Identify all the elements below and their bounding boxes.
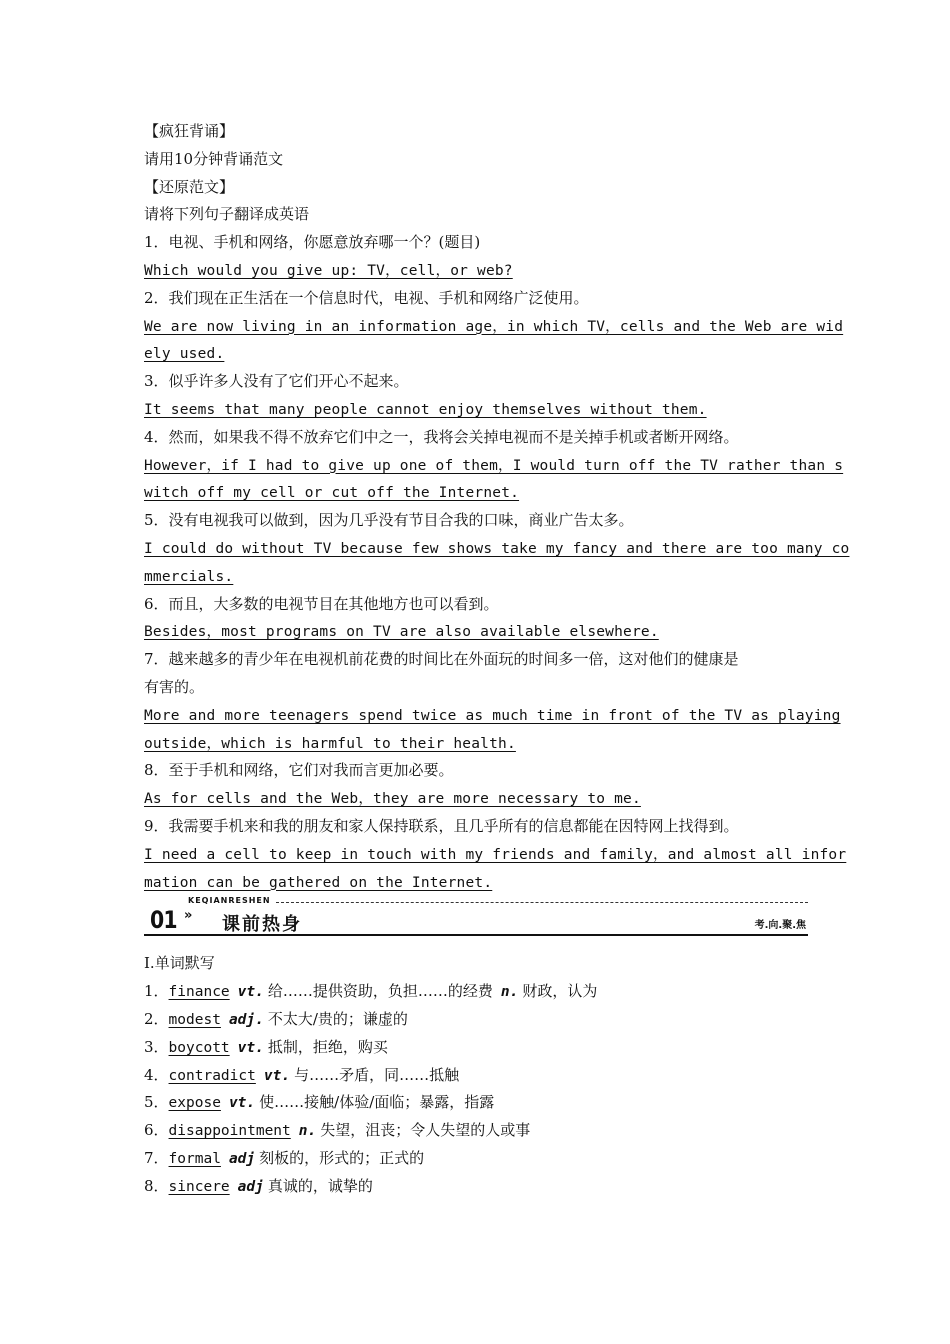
vocab-word: formal (168, 1150, 221, 1167)
banner-dashed-line (276, 902, 808, 903)
section-pinyin: KEQIANRESHEN (188, 896, 271, 906)
sentence-chinese: 2．我们现在正生活在一个信息时代，电视、手机和网络广泛使用。 (144, 288, 589, 307)
memorize-title: 【疯狂背诵】 (144, 122, 235, 140)
english-line (144, 841, 847, 869)
section-number: 01 (150, 906, 177, 935)
sentence-chinese: 3．似乎许多人没有了它们开心不起来。 (144, 372, 409, 391)
vocab-number: 2． (144, 1009, 169, 1028)
vocab-meaning: 使……接触/体验/面临；暴露，指露 (259, 1093, 495, 1112)
english-line (144, 396, 808, 424)
vocab-pos: vt. (237, 1039, 264, 1056)
english-line (144, 257, 808, 285)
vocab-item (144, 1006, 808, 1034)
english-line (144, 869, 808, 897)
sentence-english: However，if I had to give up one of them，I would turn off the TV rather than s (144, 457, 844, 474)
sentence-english: mmercials. (144, 568, 234, 585)
vocab-item (144, 1062, 808, 1090)
vocab-number: 5． (144, 1093, 169, 1112)
english-line (144, 452, 844, 480)
vocab-pos: adj (228, 1150, 256, 1167)
sentence-chinese: 1．电视、手机和网络，你愿意放弃哪一个？(题目) (144, 233, 481, 252)
sentence-english: As for cells and the Web，they are more necessary to me. (144, 791, 641, 808)
english-line (144, 702, 841, 730)
vocab-word: boycott (168, 1039, 230, 1056)
english-line (144, 618, 808, 646)
vocab-pos: n. (298, 1123, 317, 1140)
memorize-instruction: 请用10分钟背诵范文 (144, 149, 284, 168)
vocab-item (144, 1145, 808, 1173)
vocab-meaning: 抵制，拒绝，购买 (267, 1037, 388, 1056)
english-line (144, 563, 808, 591)
sentence-english: It seems that many people cannot enjoy themselves without them. (144, 401, 707, 418)
vocab-item (144, 1089, 808, 1117)
english-line (144, 313, 844, 341)
sentence-english: I need a cell to keep in touch with my friends and family，and almost all infor (144, 846, 847, 863)
sentence-chinese: 6．而且，大多数的电视节目在其他地方也可以看到。 (144, 594, 499, 613)
sentence-english: Which would you give up: TV，cell，or web? (144, 262, 513, 279)
vocab-number: 3． (144, 1037, 169, 1056)
english-line (144, 479, 808, 507)
translate-instruction: 请将下列句子翻译成英语 (144, 205, 310, 224)
vocab-number: 4． (144, 1065, 169, 1084)
vocab-word: finance (168, 984, 230, 1001)
section-title: 课前热身 (222, 914, 302, 936)
vocab-pos: vt. (237, 984, 264, 1001)
sentence-chinese: 8．至于手机和网络，它们对我而言更加必要。 (144, 761, 454, 780)
restore-title: 【还原范文】 (144, 177, 235, 196)
sentence-english: More and more teenagers spend twice as much time in front of the TV as playing (144, 707, 841, 724)
vocab-meaning: 与……矛盾，同……抵触 (294, 1065, 460, 1084)
vocab-word: contradict (168, 1067, 256, 1084)
vocab-meaning: 失望，沮丧；令人失望的人或事 (320, 1121, 531, 1140)
vocab-list (144, 978, 808, 1200)
sentence-english: I could do without TV because few shows take my fancy and there are too many co (144, 540, 850, 557)
sentence-english: ely used. (144, 346, 225, 363)
vocab-word: expose (168, 1095, 221, 1112)
english-line (144, 730, 808, 758)
vocab-pos: vt. (228, 1095, 256, 1112)
vocab-item (144, 978, 808, 1006)
vocab-number: 8． (144, 1176, 169, 1195)
double-arrow-icon: » (184, 908, 193, 924)
vocab-number: 7． (144, 1148, 169, 1167)
sentence-chinese: 7．越来越多的青少年在电视机前花费的时间比在外面玩的时间多一倍，这对他们的健康是 (144, 650, 739, 669)
vocab-item (144, 1173, 808, 1201)
vocab-meaning: 真诚的，诚挚的 (267, 1176, 373, 1195)
vocab-pos: adj (237, 1178, 264, 1195)
vocab-item (144, 1034, 808, 1062)
vocab-pos: vt. (263, 1067, 291, 1084)
vocab-item (144, 1117, 808, 1145)
sentence-list (144, 229, 850, 896)
vocab-pos: adj. (228, 1011, 264, 1028)
english-line (144, 535, 850, 563)
vocab-pos-2: n. (500, 984, 519, 1001)
english-line (144, 785, 808, 813)
banner-rule (144, 934, 808, 936)
section-banner (144, 896, 808, 942)
section-tag: 考.向.聚.焦 (754, 920, 806, 932)
sentence-chinese: 9．我需要手机来和我的朋友和家人保持联系，且几乎所有的信息都能在因特网上找得到。 (144, 816, 739, 835)
english-line (144, 340, 808, 368)
vocab-number: 1． (144, 982, 169, 1001)
sentence-english: outside，which is harmful to their health. (144, 735, 516, 752)
sentence-english: mation can be gathered on the Internet. (144, 874, 493, 891)
sentence-chinese: 5．没有电视我可以做到，因为几乎没有节目合我的口味，商业广告太多。 (144, 511, 634, 530)
vocab-meaning: 刻板的，形式的；正式的 (259, 1148, 425, 1167)
sentence-english: witch off my cell or cut off the Internet. (144, 485, 520, 502)
vocab-word: sincere (168, 1178, 230, 1195)
vocab-word: modest (168, 1011, 221, 1028)
vocab-number: 6． (144, 1121, 169, 1140)
sentence-chinese: 4．然而，如果我不得不放弃它们中之一，我将会关掉电视而不是关掉手机或者断开网络。 (144, 427, 739, 446)
vocab-meaning-2: 财政，认为 (522, 982, 598, 1001)
vocab-meaning: 不太大/贵的；谦虚的 (267, 1009, 408, 1028)
vocab-word: disappointment (168, 1123, 291, 1140)
sentence-chinese-continued: 有害的。 (144, 677, 205, 696)
vocab-meaning: 给……提供资助，负担……的经费 (267, 982, 493, 1001)
sentence-english: Besides，most programs on TV are also available elsewhere. (144, 624, 659, 641)
sentence-english: We are now living in an information age，in which TV，cells and the Web are wid (144, 318, 844, 335)
vocab-section-title: Ⅰ.单词默写 (144, 954, 215, 973)
document-page (144, 118, 850, 1200)
